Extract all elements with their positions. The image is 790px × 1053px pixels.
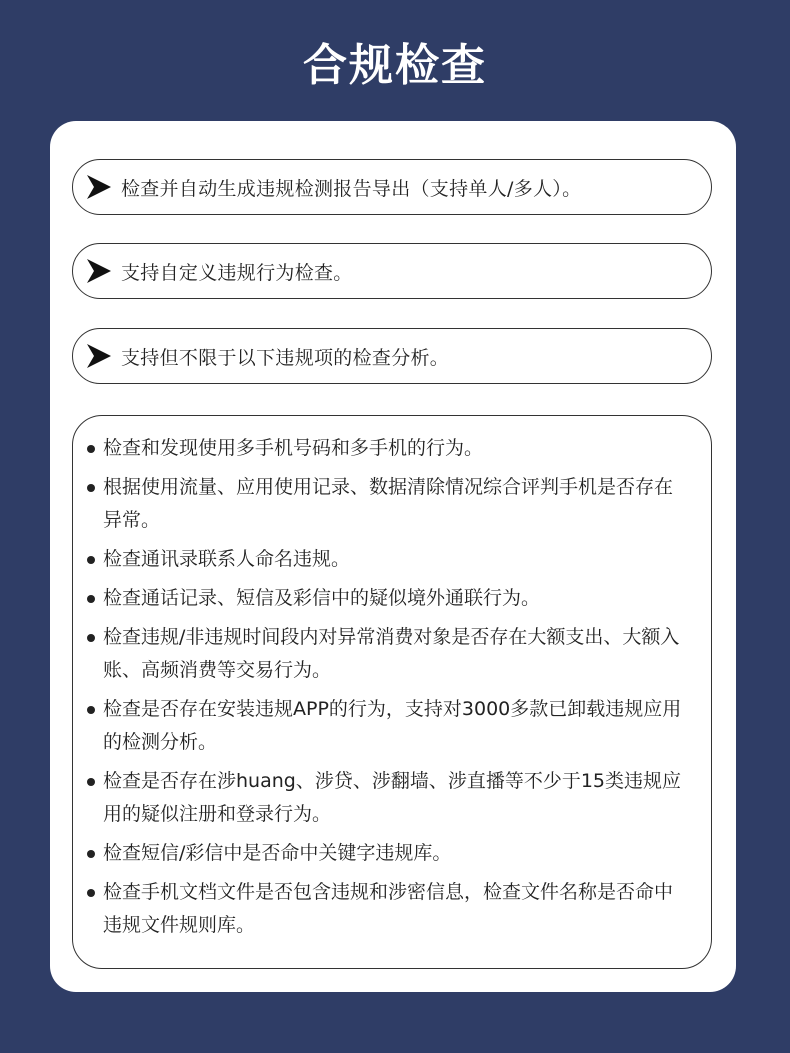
list-item-text: 检查通话记录、短信及彩信中的疑似境外通联行为。 — [103, 587, 541, 609]
bullet-dot-icon — [87, 595, 95, 603]
list-item — [87, 693, 689, 759]
list-item — [87, 471, 689, 537]
bullet-dot-icon — [87, 706, 95, 714]
list-item-text: 检查违规/非违规时间段内对异常消费对象是否存在大额支出、大额入账、高频消费等交易行为。 — [103, 626, 680, 681]
list-item-text: 检查是否存在涉huang、涉贷、涉翻墙、涉直播等不少于15类违规应用的疑似注册和登录行为。 — [103, 770, 682, 825]
arrow-right-icon — [85, 172, 113, 202]
bullet-dot-icon — [87, 778, 95, 786]
arrow-right-icon — [85, 341, 113, 371]
list-item-text: 检查和发现使用多手机号码和多手机的行为。 — [103, 437, 484, 459]
bullet-dot-icon — [87, 634, 95, 642]
page-title: 合规检查 — [303, 40, 487, 91]
feature-text: 检查并自动生成违规检测报告导出（支持单人/多人）。 — [121, 177, 582, 200]
feature-pill-supported-items — [72, 328, 712, 384]
content-card — [50, 121, 736, 992]
list-item — [87, 582, 689, 615]
feature-text: 支持但不限于以下违规项的检查分析。 — [121, 346, 450, 369]
arrow-right-icon — [85, 256, 113, 286]
feature-pill-custom-rules — [72, 243, 712, 299]
bullet-dot-icon — [87, 850, 95, 858]
list-item-text: 检查通讯录联系人命名违规。 — [103, 548, 351, 570]
bullet-dot-icon — [87, 889, 95, 897]
feature-text: 支持自定义违规行为检查。 — [121, 261, 353, 284]
list-item-text: 检查短信/彩信中是否命中关键字违规库。 — [103, 842, 452, 864]
bullet-dot-icon — [87, 484, 95, 492]
bullet-dot-icon — [87, 445, 95, 453]
bullet-dot-icon — [87, 556, 95, 564]
list-item — [87, 432, 689, 465]
list-item — [87, 765, 689, 831]
list-item-text: 检查手机文档文件是否包含违规和涉密信息，检查文件名称是否命中违规文件规则库。 — [103, 881, 674, 936]
list-item-text: 检查是否存在安装违规APP的行为，支持对3000多款已卸载违规应用的检测分析。 — [103, 698, 682, 753]
checklist-box — [72, 415, 712, 969]
list-item-text: 根据使用流量、应用使用记录、数据清除情况综合评判手机是否存在异常。 — [103, 476, 674, 531]
feature-pill-report-export — [72, 159, 712, 215]
list-item — [87, 543, 689, 576]
list-item — [87, 876, 689, 942]
list-item — [87, 621, 689, 687]
list-item — [87, 837, 689, 870]
